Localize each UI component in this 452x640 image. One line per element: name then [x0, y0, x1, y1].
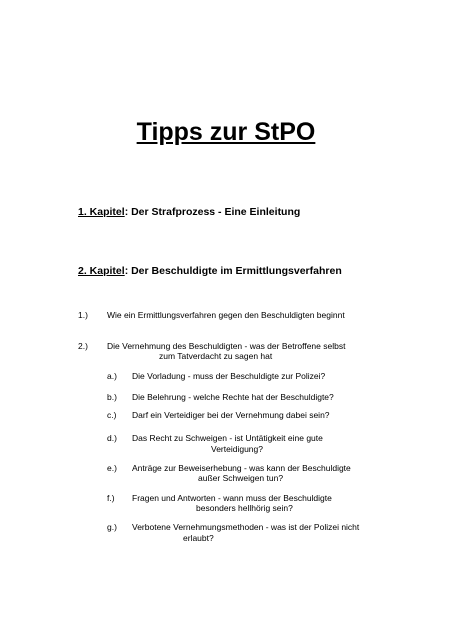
item-1-number: 1.)	[78, 310, 88, 320]
subitem-d-number: d.)	[107, 433, 117, 443]
subitem-d-text: Das Recht zu Schweigen - ist Untätigkeit eine gute	[132, 433, 323, 443]
subitem-f-number: f.)	[107, 493, 115, 503]
item-2-continuation: zum Tatverdacht zu sagen hat	[159, 351, 273, 361]
chapter-1-title: : Der Strafprozess - Eine Einleitung	[124, 206, 301, 218]
subitem-e-continuation: außer Schweigen tun?	[198, 473, 284, 483]
item-2-number: 2.)	[78, 341, 88, 351]
subitem-b-text: Die Belehrung - welche Rechte hat der Beschuldigte?	[132, 392, 334, 402]
subitem-g-continuation: erlaubt?	[183, 533, 214, 543]
subitem-e-text: Anträge zur Beweiserhebung - was kann der Beschuldigte	[132, 463, 351, 473]
chapter-1-number: 1. Kapitel	[78, 206, 125, 218]
chapter-2-number: 2. Kapitel	[78, 265, 125, 277]
subitem-f-continuation: besonders hellhörig sein?	[196, 503, 293, 513]
subitem-a-text: Die Vorladung - muss der Beschuldigte zur Polizei?	[132, 371, 326, 381]
subitem-f-text: Fragen und Antworten - wann muss der Beschuldigte	[132, 493, 332, 503]
subitem-e-number: e.)	[107, 463, 117, 473]
chapter-2-heading	[78, 265, 342, 277]
subitem-d-continuation: Verteidigung?	[211, 444, 263, 454]
chapter-2-title: : Der Beschuldigte im Ermittlungsverfahren	[124, 265, 342, 277]
subitem-b-number: b.)	[107, 392, 117, 402]
subitem-c-number: c.)	[107, 410, 117, 420]
subitem-a-number: a.)	[107, 371, 117, 381]
item-2-text: Die Vernehmung des Beschuldigten - was der Betroffene selbst	[107, 341, 346, 351]
subitem-c-text: Darf ein Verteidiger bei der Vernehmung dabei sein?	[132, 410, 330, 420]
item-1-text: Wie ein Ermittlungsverfahren gegen den Beschuldigten beginnt	[107, 310, 345, 320]
chapter-1-heading	[78, 206, 300, 218]
subitem-g-text: Verbotene Vernehmungsmethoden - was ist der Polizei nicht	[132, 522, 360, 532]
subitem-g-number: g.)	[107, 522, 117, 532]
document-title: Tipps zur StPO	[136, 118, 316, 146]
